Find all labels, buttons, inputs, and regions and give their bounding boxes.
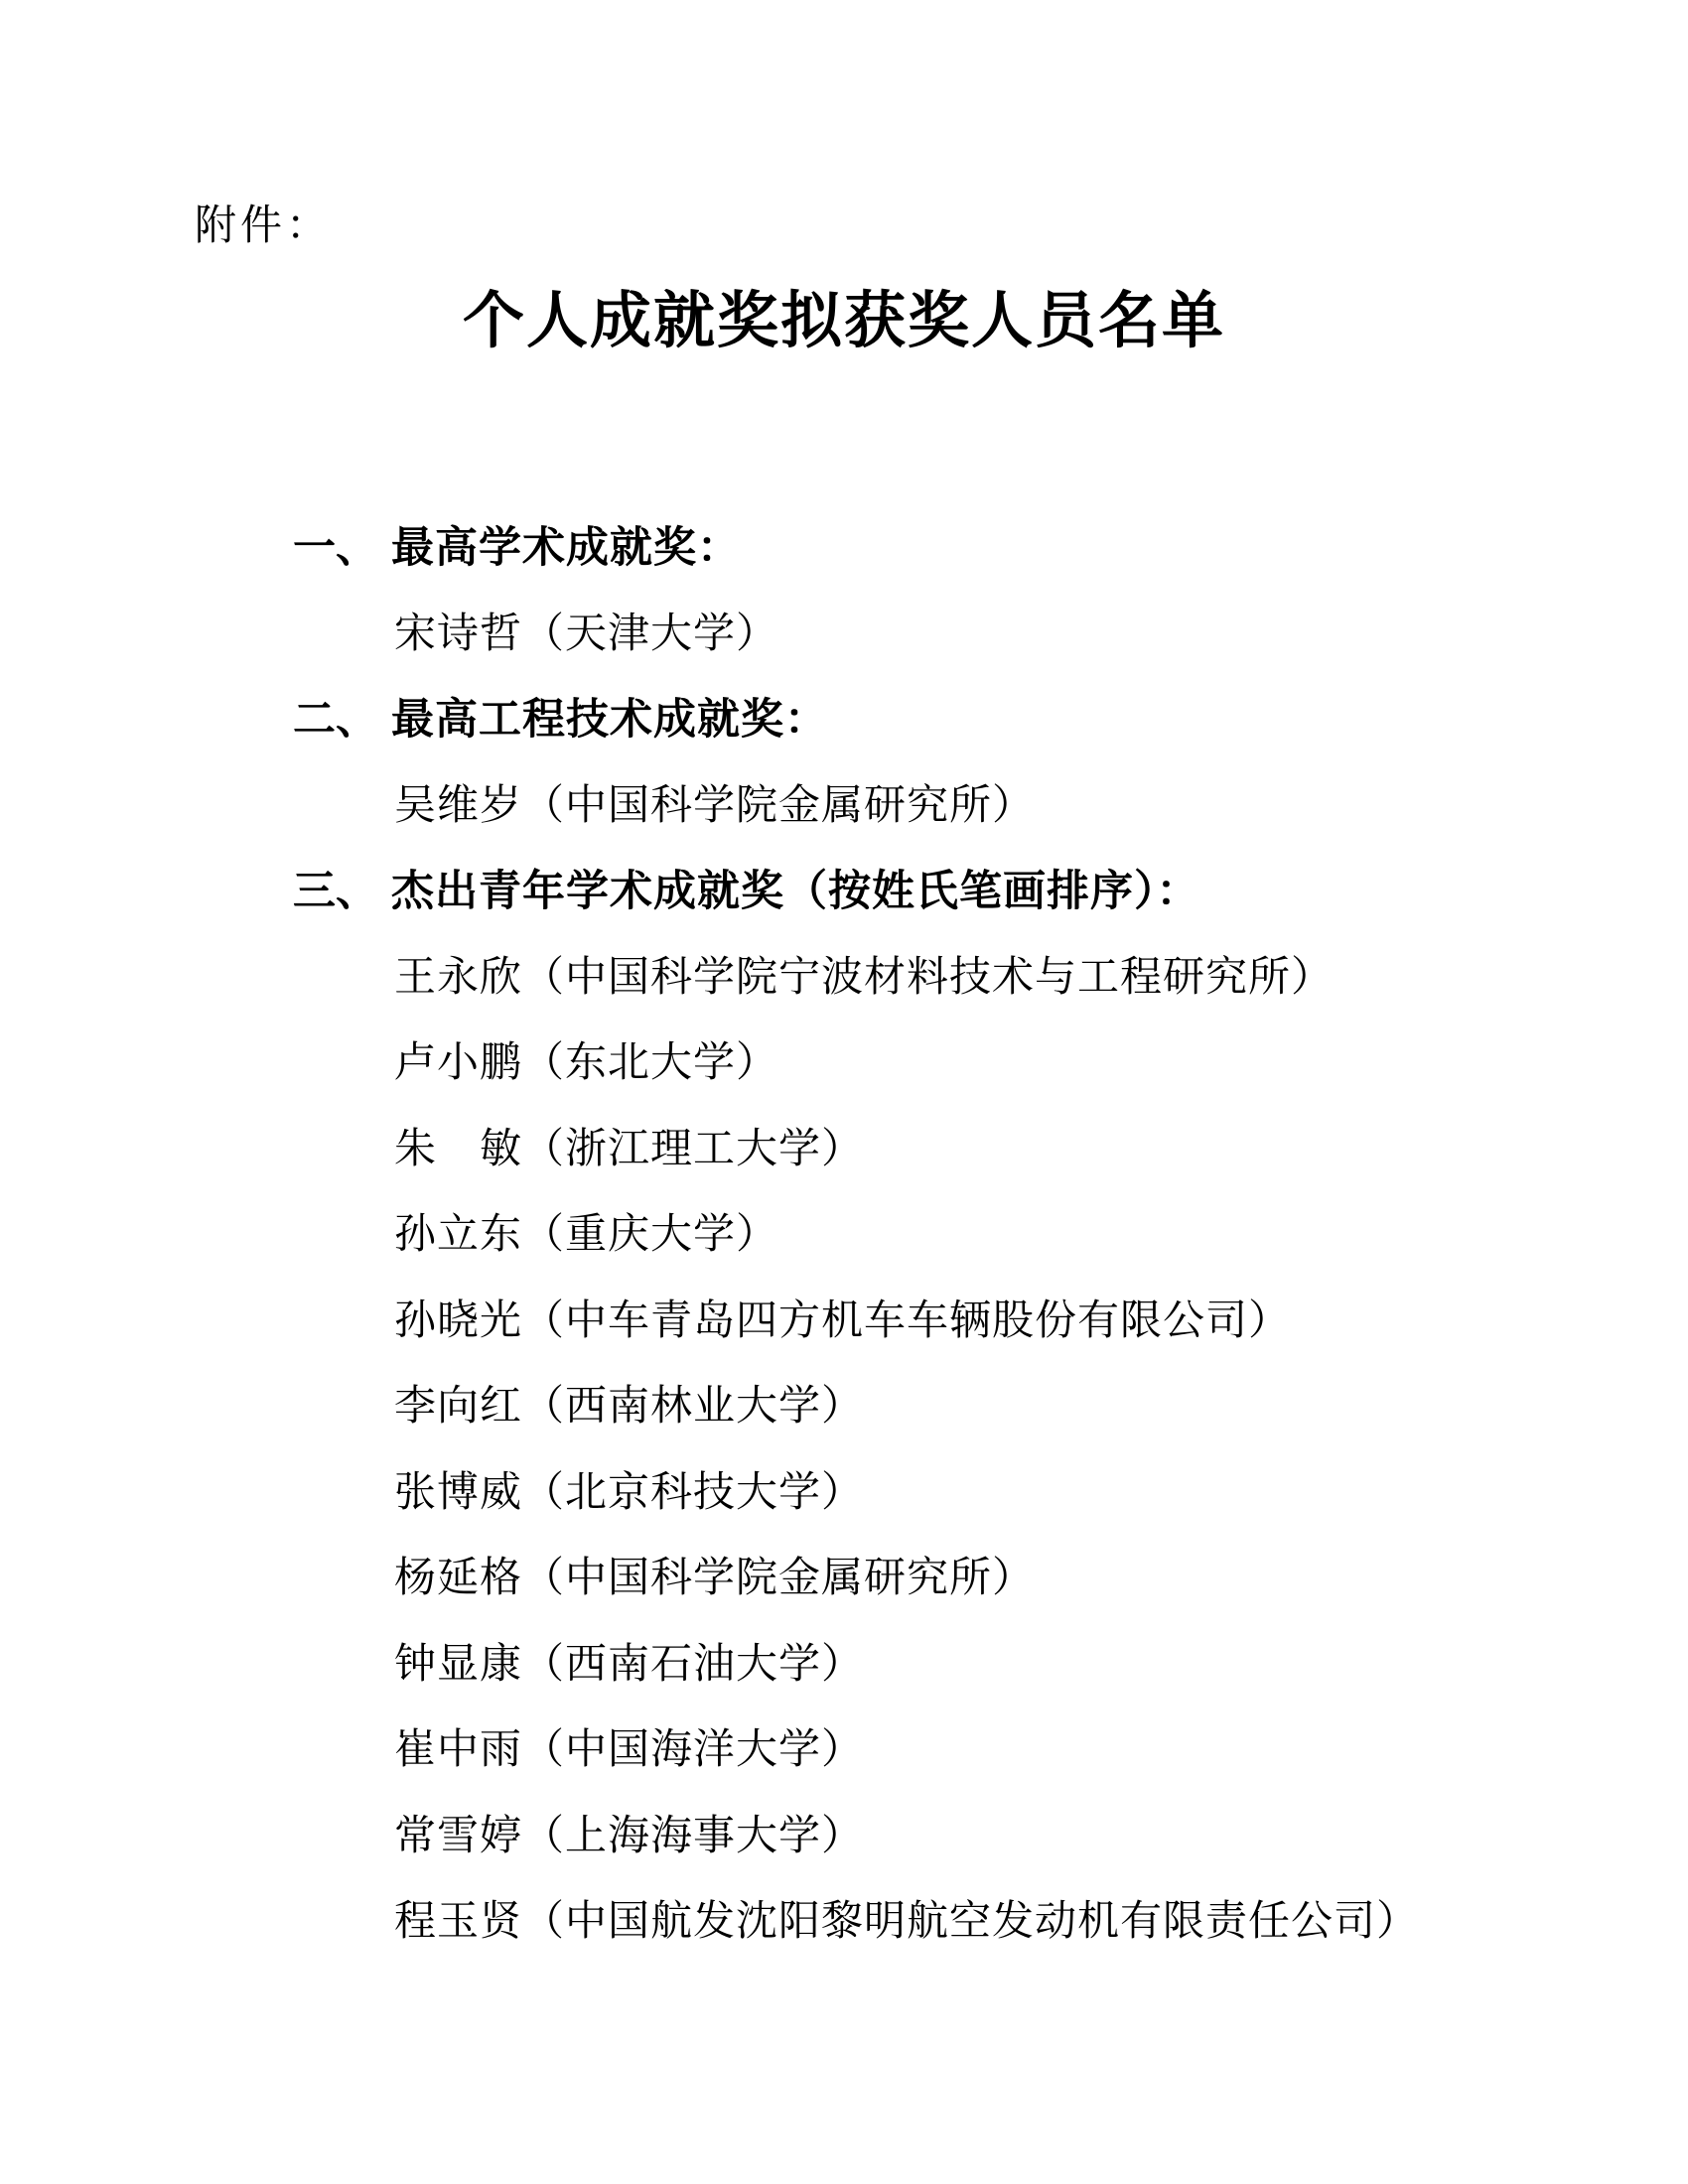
section-number: 一、 [293,522,378,573]
section-number: 二、 [293,694,378,745]
awardee-entry: 王永欣（中国科学院宁波材料技术与工程研究所） [394,954,1335,1001]
section-heading-3 [0,845,1688,931]
awardee-entry: 宋诗哲（天津大学） [394,611,779,657]
awardee-entry: 常雪婷（上海海事大学） [394,1813,865,1859]
section-heading-2 [0,673,1688,759]
awardee-entry: 程玉贤（中国航发沈阳黎明航空发动机有限责任公司） [394,1899,1420,1946]
section-heading-text: 最高工程技术成就奖： [391,694,828,745]
awardee-entry: 朱 敏（浙江理工大学） [394,1126,865,1172]
awardee-entry: 钟显康（西南石油大学） [394,1641,865,1688]
awardee-entry: 张博威（北京科技大学） [394,1469,865,1516]
attachment-label: 附件： [195,204,333,249]
awardee-entry: 吴维岁（中国科学院金属研究所） [394,782,1036,829]
section-number: 三、 [293,866,378,916]
awardee-entry: 孙立东（重庆大学） [394,1212,779,1259]
awardee-entry: 崔中雨（中国海洋大学） [394,1727,865,1774]
page-title: 个人成就奖拟获奖人员名单 [462,288,1225,355]
award-list [0,501,1688,1962]
section-heading-text: 杰出青年学术成就奖（按姓氏笔画排序）： [391,866,1200,916]
awardee-entry: 孙晓光（中车青岛四方机车车辆股份有限公司） [394,1297,1292,1344]
awardee-entry: 卢小鹏（东北大学） [394,1040,779,1087]
section-heading-1 [0,501,1688,588]
awardee-entry: 李向红（西南林业大学） [394,1384,865,1431]
section-heading-text: 最高学术成就奖： [391,522,741,573]
awardee-entry: 杨延格（中国科学院金属研究所） [394,1556,1036,1602]
